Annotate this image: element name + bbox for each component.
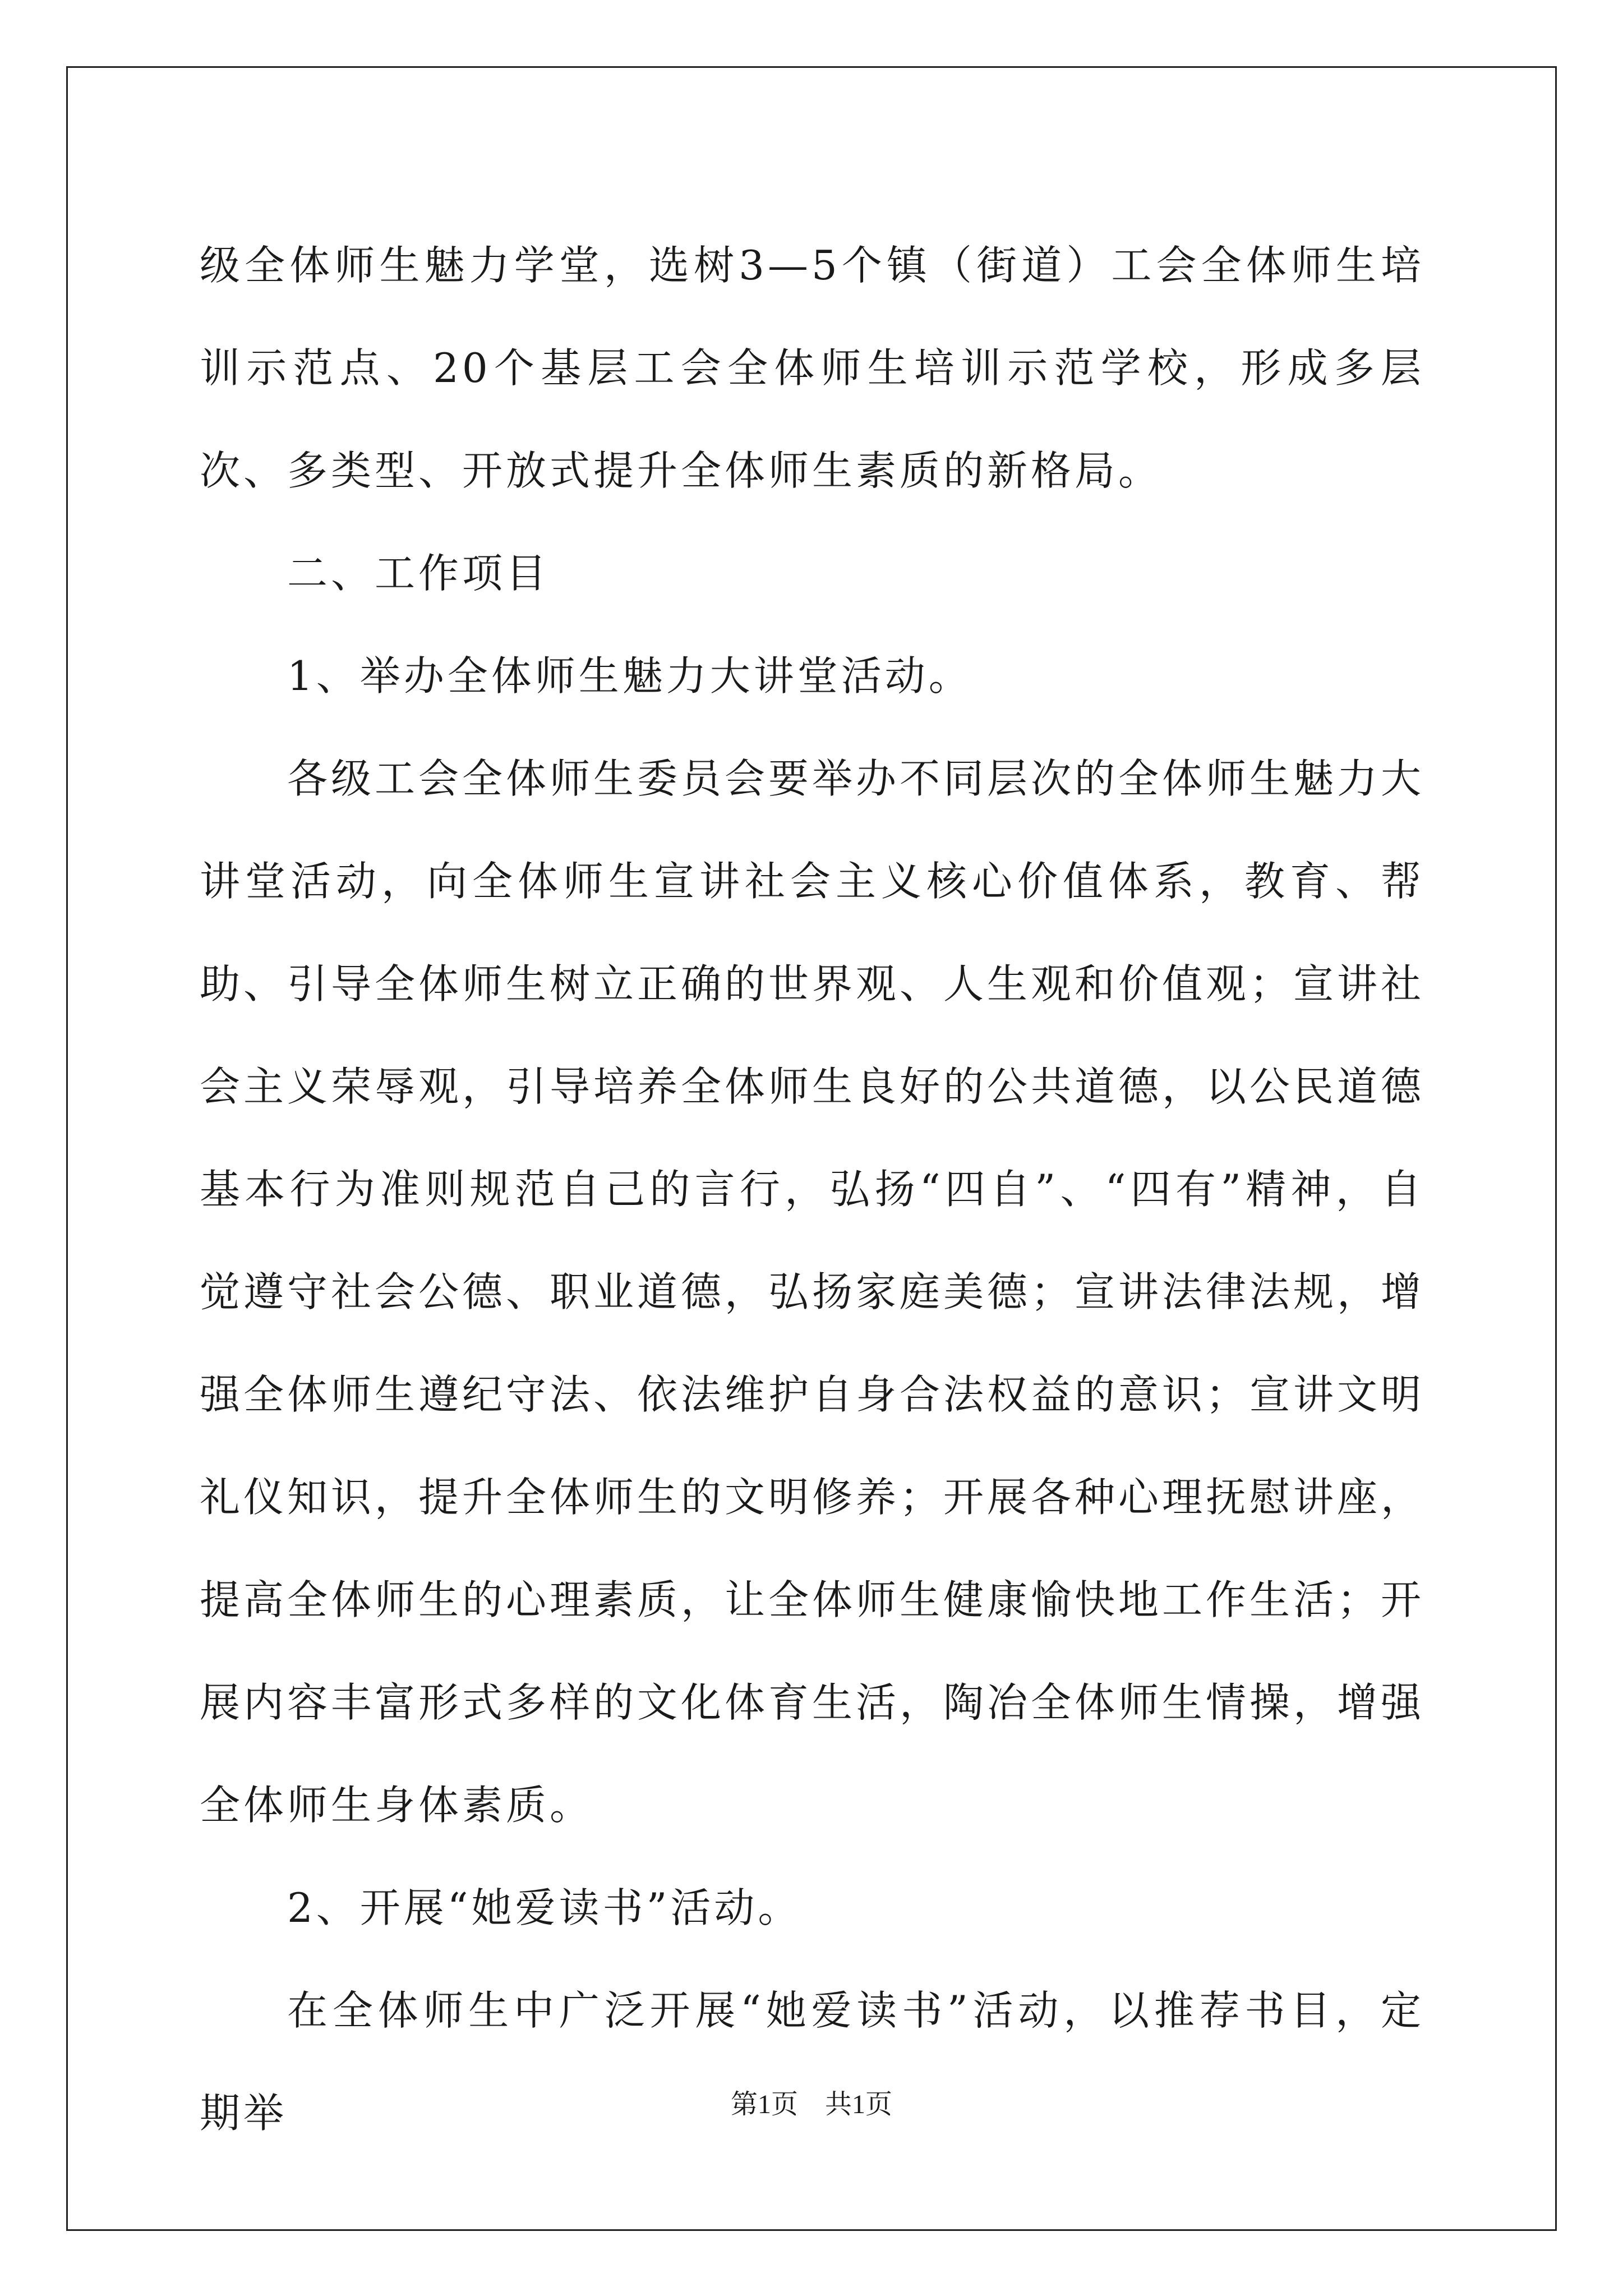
section-heading-work-items: 二、工作项目 bbox=[287, 550, 550, 597]
paragraph-intro-continuation: 级全体师生魅力学堂，选树3—5个镇（街道）工会全体师生培训示范点、20个基层工会全体师生培训示范学校，形成多层次、多类型、开放式提升全体师生素质的新格局。 bbox=[200, 242, 1424, 494]
item-heading-lecture-hall: 1、举办全体师生魅力大讲堂活动。 bbox=[287, 652, 972, 700]
paragraph-lecture-hall: 各级工会全体师生委员会要举办不同层次的全体师生魅力大讲堂活动，向全体师生宣讲社会主义核心价值体系，教育、帮助、引导全体师生树立正确的世界观、人生观和价值观；宣讲社会主义荣辱观，引导培养全体师生良好的公共道德，以公民道德基本行为准则规范自己的言行，弘扬“四自”、“四有”精神，自觉遵守社会公德、职业道德，弘扬家庭美德；宣讲法律法规，增强全体师生遵纪守法、依法维护自身合法权益的意识；宣讲文明礼仪知识，提升全体师生的文明修养；开展各种心理抚慰讲座，提高全体师生的心理素质，让全体师生健康愉快地工作生活；开展内容丰富形式多样的文化体育生活，陶冶全体师生情操，增强全体师生身体素质。 bbox=[200, 755, 1425, 1829]
page-number-footer: 第1页 共1页 bbox=[730, 2090, 892, 2119]
paragraph-reading: 在全体师生中广泛开展“她爱读书”活动，以推荐书目，定期举 bbox=[200, 1987, 1424, 2137]
document-body bbox=[200, 214, 1424, 2165]
item-heading-reading: 2、开展“她爱读书”活动。 bbox=[287, 1884, 802, 1931]
